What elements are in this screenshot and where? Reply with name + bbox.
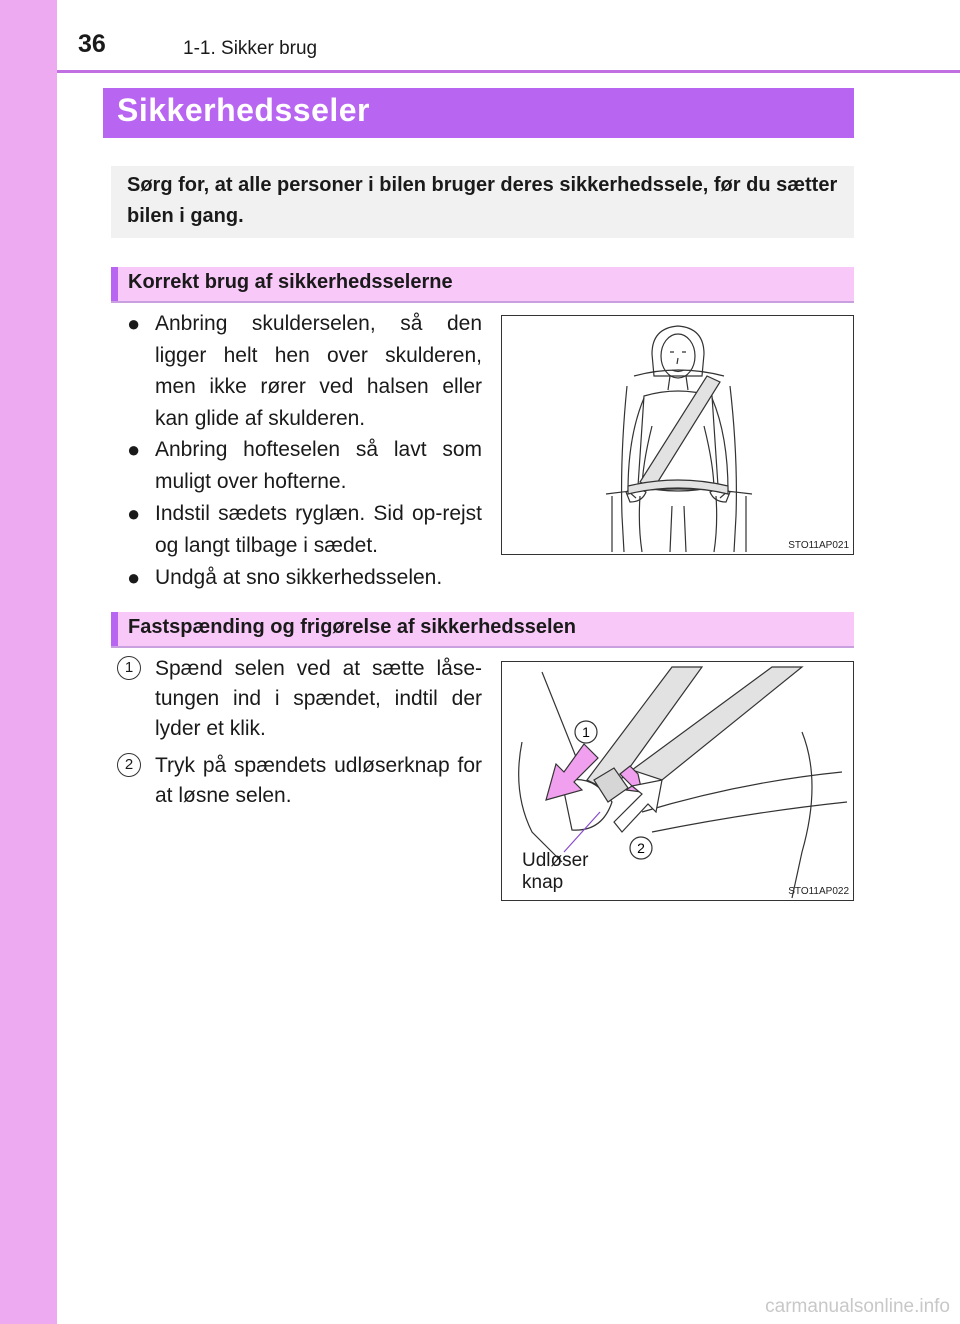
- bullet-item: [127, 562, 482, 594]
- figure-label-1: 1: [582, 724, 590, 740]
- bullet-dot-icon: ●: [127, 437, 141, 462]
- bullet-text: Indstil sædets ryglæn. Sid op-rejst og langt tilbage i sædet.: [155, 502, 482, 557]
- section-mark: [111, 267, 118, 301]
- release-button-callout: [522, 850, 589, 894]
- bullet-dot-icon: ●: [127, 311, 141, 336]
- step-text: Spænd selen ved at sætte låse-tungen ind i spændet, indtil der lyder et klik.: [155, 657, 482, 740]
- step-item: [117, 654, 482, 744]
- figure-label-2: 2: [637, 840, 645, 856]
- side-color-strip: [0, 0, 57, 1324]
- step-number-badge: 1: [117, 656, 141, 680]
- figure-code: STO11AP021: [788, 540, 849, 551]
- callout-line: Udløser: [522, 850, 589, 871]
- page-number: 36: [78, 30, 106, 58]
- bullet-text: Undgå at sno sikkerhedsselen.: [155, 566, 443, 589]
- bullet-dot-icon: ●: [127, 565, 141, 590]
- figure-code: STO11AP022: [788, 886, 849, 897]
- footer-watermark: carmanualsonline.info: [765, 1296, 950, 1317]
- section-header-correct-use: [111, 267, 854, 303]
- bullet-text: Anbring skulderselen, så den ligger helt hen over skulderen, men ikke rører ved halsen eller kan glide af skulderen.: [155, 312, 482, 430]
- figure-buckle-release: [501, 661, 854, 901]
- bullet-dot-icon: ●: [127, 501, 141, 526]
- bullet-item: [127, 498, 482, 561]
- bullet-text: Anbring hofteselen så lavt som muligt over hofterne.: [155, 438, 482, 493]
- running-head: 1-1. Sikker brug: [183, 38, 318, 59]
- intro-text: Sørg for, at alle personer i bilen bruger deres sikkerhedssele, før du sætter bilen i gang.: [127, 174, 838, 227]
- bullet-item: [127, 434, 482, 497]
- section-header-fastening: [111, 612, 854, 648]
- figure-seated-person-belt: [501, 315, 854, 555]
- page-title: Sikkerhedsseler: [117, 92, 370, 128]
- section-heading: Korrekt brug af sikkerhedsselerne: [128, 271, 453, 293]
- step-number-badge: 2: [117, 753, 141, 777]
- header-rule: [57, 70, 960, 73]
- bullet-item: [127, 308, 482, 434]
- section-heading: Fastspænding og frigørelse af sikkerhedsselen: [128, 616, 576, 638]
- seated-person-illustration: [502, 316, 853, 554]
- callout-line: knap: [522, 872, 564, 893]
- step-text: Tryk på spændets udløserknap for at løsne selen.: [155, 754, 482, 807]
- section-mark: [111, 612, 118, 646]
- step-item: [117, 751, 482, 811]
